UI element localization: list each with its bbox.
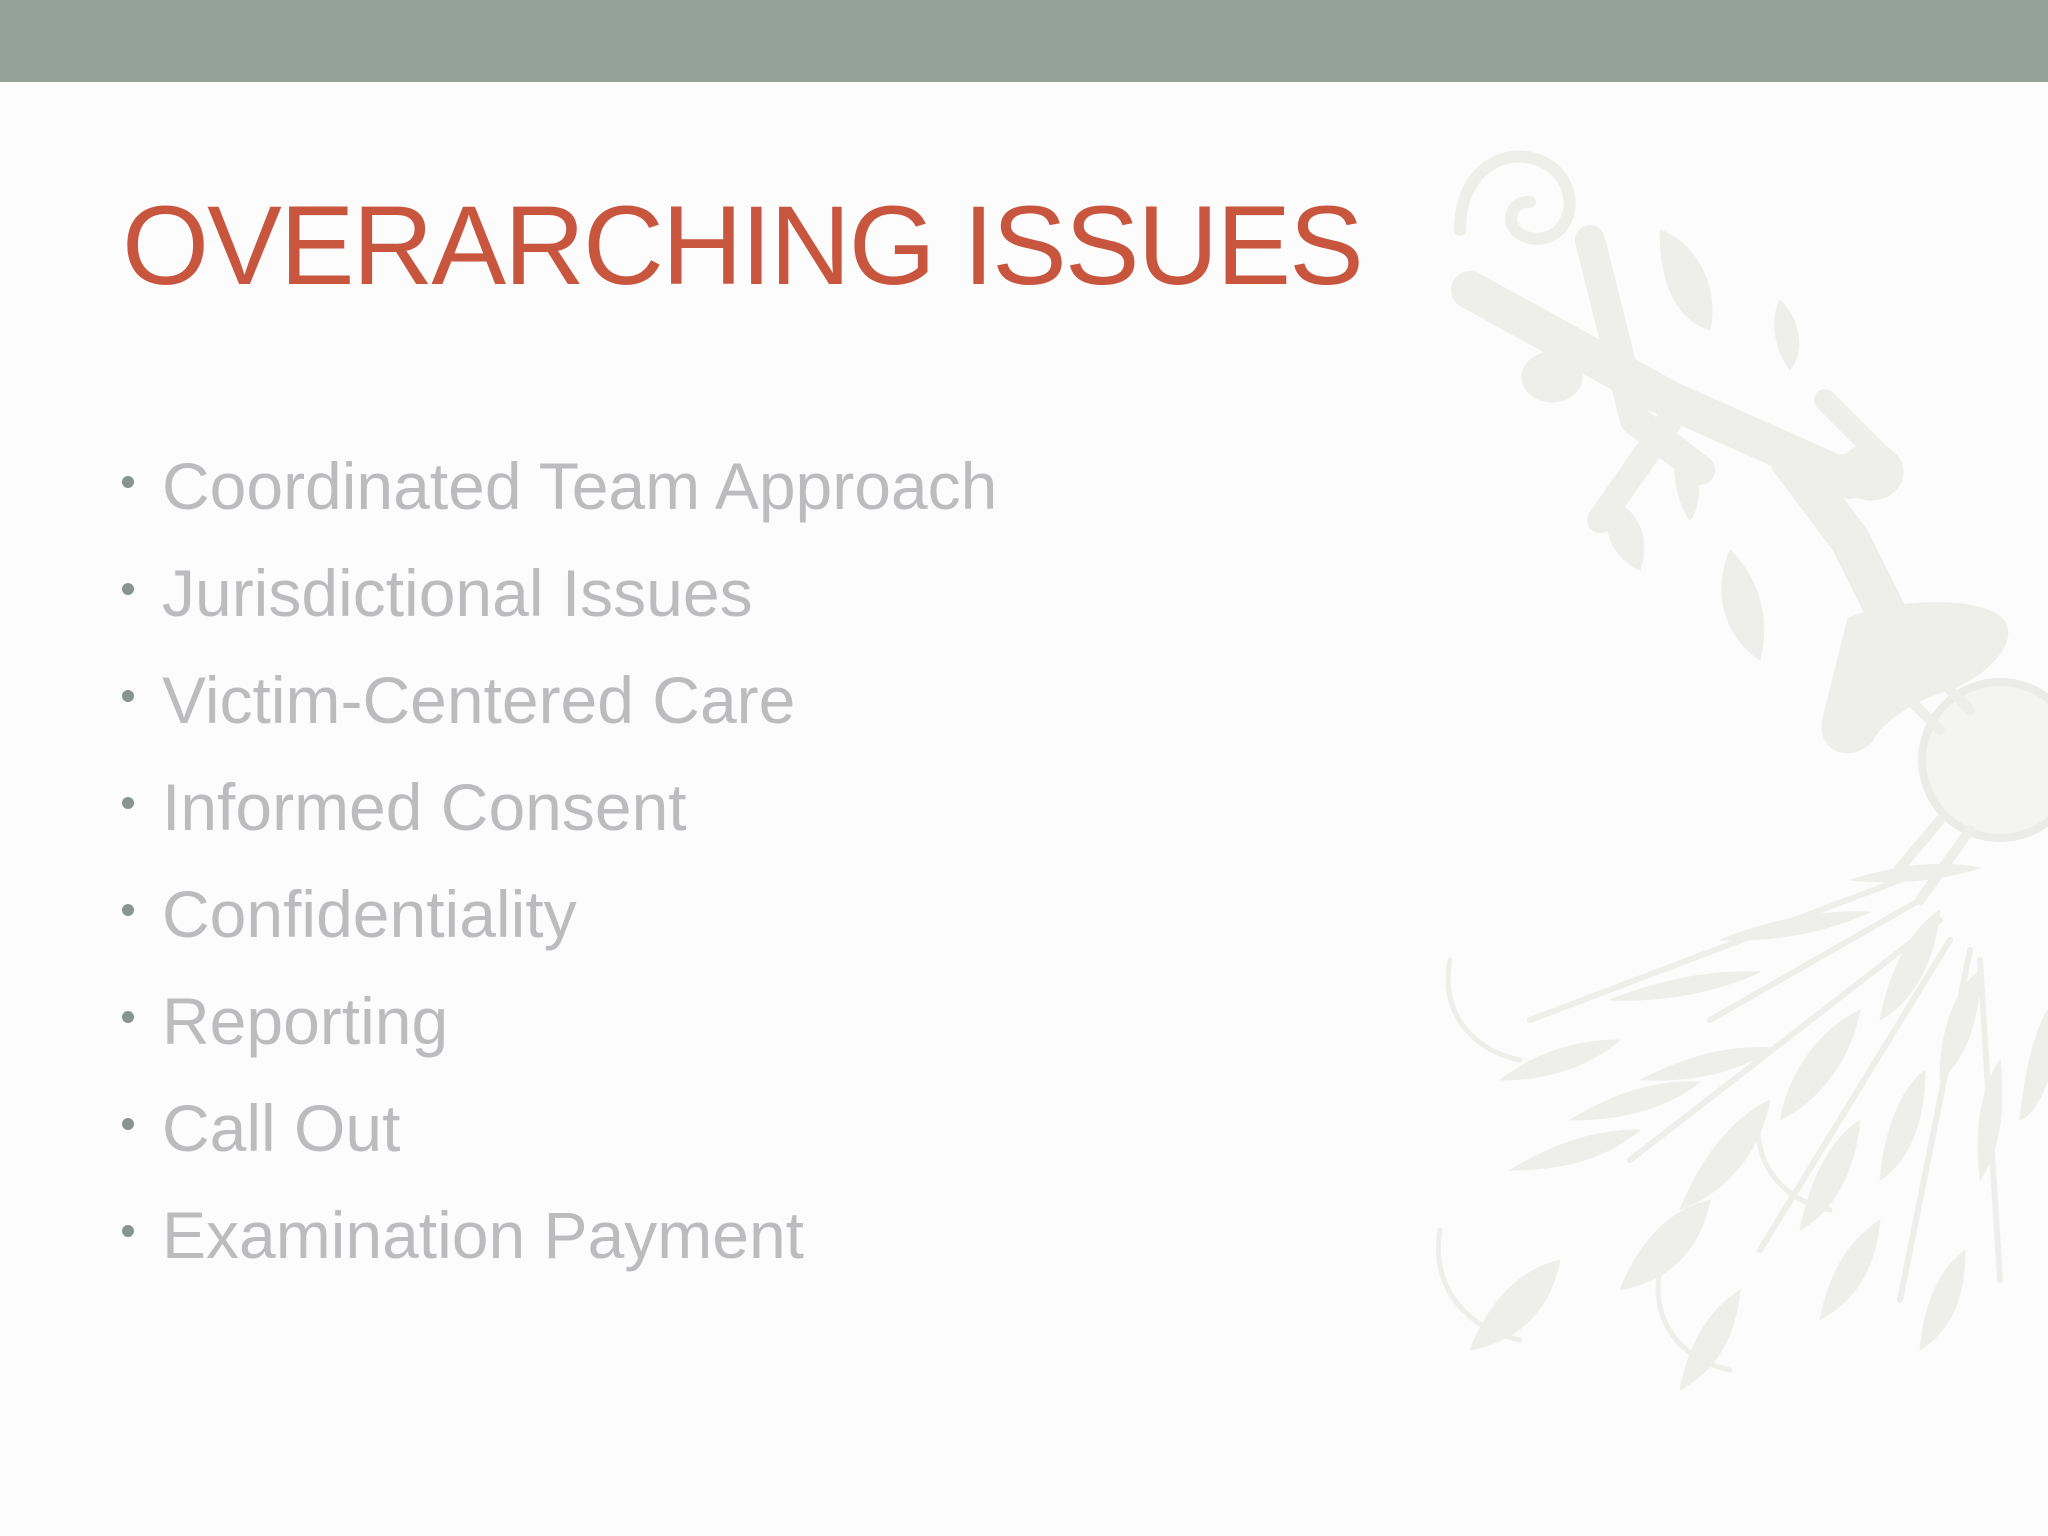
bullet-icon bbox=[122, 1011, 134, 1023]
list-item bbox=[122, 646, 997, 753]
bullet-text: Call Out bbox=[162, 1090, 401, 1165]
bullet-icon bbox=[122, 583, 134, 595]
top-accent-band bbox=[0, 0, 2048, 82]
bullet-list bbox=[122, 432, 997, 1288]
bullet-text: Confidentiality bbox=[162, 876, 577, 951]
bullet-text: Examination Payment bbox=[162, 1197, 804, 1272]
bullet-text: Jurisdictional Issues bbox=[162, 555, 753, 630]
list-item bbox=[122, 967, 997, 1074]
bullet-text: Victim-Centered Care bbox=[162, 662, 796, 737]
list-item bbox=[122, 753, 997, 860]
bullet-icon bbox=[122, 797, 134, 809]
list-item bbox=[122, 860, 997, 967]
bullet-text: Reporting bbox=[162, 983, 449, 1058]
bullet-icon bbox=[122, 904, 134, 916]
list-item bbox=[122, 539, 997, 646]
bullet-icon bbox=[122, 1225, 134, 1237]
list-item bbox=[122, 1074, 997, 1181]
list-item bbox=[122, 1181, 997, 1288]
slide-title: OVERARCHING ISSUES bbox=[122, 183, 1362, 308]
bullet-icon bbox=[122, 690, 134, 702]
bullet-icon bbox=[122, 1118, 134, 1130]
bullet-text: Coordinated Team Approach bbox=[162, 448, 998, 523]
list-item bbox=[122, 432, 997, 539]
bullet-icon bbox=[122, 476, 134, 488]
bullet-text: Informed Consent bbox=[162, 769, 687, 844]
